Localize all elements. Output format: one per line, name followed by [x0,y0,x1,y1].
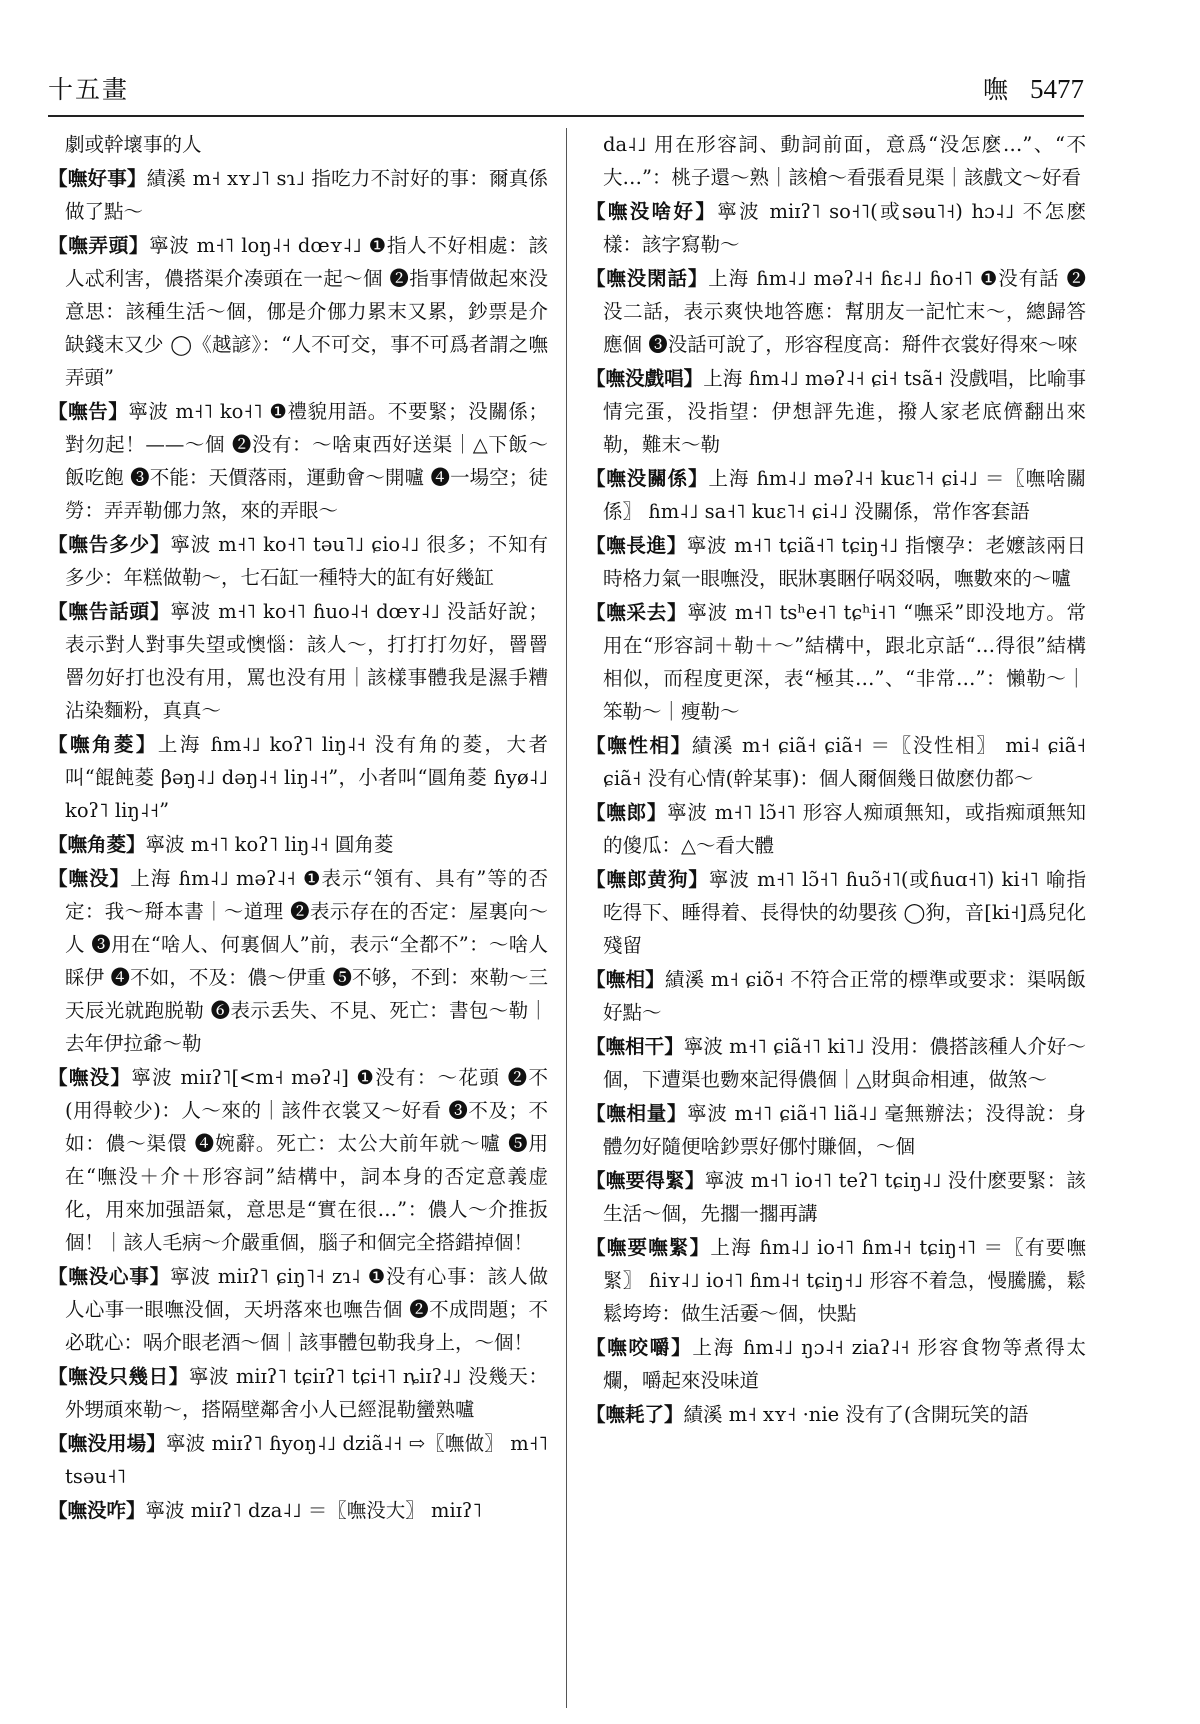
dictionary-entry [586,529,1086,595]
entry-definition: 績溪 m˧ xʏ˧ ·nie 没有了(含開玩笑的語 [683,1403,1029,1426]
entry-headword: 【嘸告話頭】 [48,600,171,623]
entry-definition: 寧波 m˧˥ tsʰe˧˥ tɕʰi˧˥ “嘸采”即没地方。常用在“形容詞＋勒＋～”結構中，跟北京話“…得很”結構相似，而程度更深，表“極其…”、“非常…”：懶勒～｜笨勒～｜瘦勒～ [603,601,1086,723]
page-header-right [983,70,1084,106]
dictionary-entry [48,1260,548,1359]
entry-headword: 【嘸告】 [48,400,129,423]
dictionary-entry [586,1164,1086,1230]
entry-headword: 【嘸没戲唱】 [586,367,704,390]
entry-headword: 【嘸没咋】 [48,1499,146,1522]
entry-definition: 上海 ɦm˨˩ məʔ˨˧ ɕi˧ tsã˧ 没戲唱，比喻事情完蛋，没指望：伊想評先進，撥人家老底儕翻出來勒，難末～勒 [603,367,1086,456]
entry-headword: 【嘸相量】 [586,1102,688,1125]
dictionary-entry [586,963,1086,1029]
dictionary-entry [586,1231,1086,1330]
dictionary-entry [586,596,1086,728]
entry-definition: 績溪 m˧ ɕiã˧ ɕiã˧ ＝〖没性相〗 mi˨ ɕiã˧ ɕiã˧ 没有心情(幹某事)：個人爾個幾日做麽仂都～ [603,734,1086,790]
entry-definition: 寧波 m˧˥ loŋ˨˧ dœʏ˨˩ ❶指人不好相處：該人忒利害，儂搭渠介凑頭在一起～個 ❷指事情做起來没意思：該種生活～個，㑚是介㑚力累末又累，鈔票是介缺錢末又少 ◯《越諺》：“人不可交，事不可爲者謂之嘸弄頭” [65,234,548,389]
entry-headword: 【嘸没啥好】 [586,200,718,223]
entry-definition: 寧波 m˧˥ lɔ̃˧˥ 形容人痴頑無知，或指痴頑無知的傻瓜：△～看大體 [603,801,1086,857]
entry-headword: 【嘸角菱】 [48,733,158,756]
entry-definition: 績溪 m˧ xʏ˩˥ sɿ˩ 指吃力不討好的事：爾真係做了點～ [65,167,548,223]
dictionary-entry [586,362,1086,461]
dictionary-entry [48,1360,548,1426]
entry-definition: 上海 ɦm˨˩ məʔ˨˧ ɦɛ˨˩ ɦo˧˥ ❶没有話 ❷没二話，表示爽快地答應：幫朋友一記忙末～，總歸答應個 ❸没話可說了，形容程度高：搿件衣裳好得來～唻 [603,267,1086,356]
dictionary-entry [586,796,1086,862]
dictionary-entry [48,528,548,594]
dictionary-entry [48,728,548,827]
entry-headword: 【嘸郎】 [586,801,668,824]
entry-headword: 【嘸没用場】 [48,1432,166,1455]
entry-definition: 寧波 miɪʔ˥ dza˨˩ ＝〖嘸没大〗 miɪʔ˥ [145,1499,482,1522]
dictionary-entry [48,595,548,727]
column-divider [566,128,567,1708]
entry-definition: 上海 ɦm˨˩ koʔ˥ liŋ˨˧ 没有角的菱，大者叫“餛飩菱 βəŋ˨˩ dəŋ˨˧ liŋ˨˧”，小者叫“圓角菱 ɦyø˨˩ koʔ˥ liŋ˨˧” [65,733,548,822]
dictionary-entry [586,1097,1086,1163]
entry-definition: 上海 ɦm˨˩ io˧˥ ɦm˨˧ tɕiŋ˧˥ ＝〖有要嘸緊〗 ɦiʏ˨˩ io˧˥ ɦm˨˧ tɕiŋ˧˩ 形容不着急，慢騰騰，鬆鬆垮垮：做生活嫑～個，快點 [603,1236,1086,1325]
header-rule [48,115,1084,117]
dictionary-entry [48,1427,548,1493]
dictionary-entry [586,863,1086,962]
entry-continuation [48,128,548,161]
dictionary-entry [48,1061,548,1259]
page-header [48,70,1084,114]
entry-continuation [586,128,1086,194]
entry-text: 劇或幹壞事的人 [65,133,202,156]
entry-definition: 寧波 miɪʔ˥[<m˧ məʔ˨] ❶没有：～花頭 ❷不(用得較少)：人～來的｜該件衣裳又～好看 ❸不及；不如：儂～渠儇 ❹婉辭。死亡：太公大前年就～嚧 ❺用在“嘸没＋介＋形容詞”結構中，詞本身的否定意義虚化，用來加强語氣，意思是“實在很…”：儂人～介推扳個！｜該人毛病～介嚴重個，腦子和個完全搭錯掉個！ [65,1066,548,1254]
entry-definition: 寧波 m˧˥ tɕiã˧˥ tɕiŋ˧˩ 指懷孕：老嬤該兩日時格力氣一眼嘸没，眠牀裏睏仔㖞㸚㖞，嘸數來的～嚧 [603,534,1086,590]
left-column [48,128,548,1708]
entry-headword: 【嘸耗了】 [586,1403,684,1426]
entry-headword: 【嘸告多少】 [48,533,171,556]
entry-definition: 上海 ɦm˨˩ məʔ˨˧ ❶表示“領有、具有”等的否定：我～搿本書｜～道理 ❷表示存在的否定：屋裏向～人 ❸用在“啥人、何裏個人”前，表示“全都不”：～啥人睬伊 ❹不如，不及：儂～伊重 ❺不够，不到：來勒～三天辰光就跑脱勒 ❻表示丢失、不見、死亡：書包～勒｜去年伊拉爺～勒 [65,867,548,1055]
dictionary-entry [48,1494,548,1527]
dictionary-entry [48,828,548,861]
entry-headword: 【嘸要得緊】 [586,1169,705,1192]
entry-headword: 【嘸相干】 [586,1035,684,1058]
entry-headword: 【嘸没】 [48,1066,132,1089]
entry-headword: 【嘸性相】 [586,734,692,757]
dictionary-entry [586,195,1086,261]
stroke-section-label: 十五畫 [48,75,130,104]
dictionary-entry [48,162,548,228]
entry-headword: 【嘸采去】 [586,601,688,624]
dictionary-entry [586,1331,1086,1397]
dictionary-entry [586,1030,1086,1096]
entry-text: da˨˩ 用在形容詞、動詞前面，意爲“没怎麽…”、“不大…”：桃子還～熟｜該槍～看張看見渠｜該戲文～好看 [603,133,1086,189]
dictionary-entry [586,462,1086,528]
dictionary-entry [586,262,1086,361]
entry-headword: 【嘸郎黄狗】 [586,868,709,891]
dictionary-entry [48,862,548,1060]
entry-definition: 績溪 m˧ ɕiõ˧ 不符合正常的標準或要求：渠㖞飯好點～ [603,968,1086,1024]
entry-headword: 【嘸角菱】 [48,833,146,856]
dictionary-entry [586,729,1086,795]
entry-headword: 【嘸弄頭】 [48,234,150,257]
entry-headword: 【嘸好事】 [48,167,147,190]
dictionary-entry [48,395,548,527]
entry-definition: 上海 ɦm˨˩ ŋɔ˨˧ ziaʔ˨˧ 形容食物等煮得太爛，嚼起來没味道 [603,1336,1086,1392]
right-column [586,128,1086,1708]
entry-definition: 寧波 miɪʔ˥ ɕiŋ˥˧ zɿ˨ ❶没有心事：該人做人心事一眼嘸没個，天坍落來也嘸告個 ❷不成問題；不必耽心：㖞介眼老酒～個｜該事體包勒我身上，～個！ [65,1265,548,1354]
entry-definition: 寧波 m˧˥ ko˧˥ ɦuo˨˧ dœʏ˨˩ 没話好說；表示對人對事失望或懊惱：該人～，打打打勿好，罾罾罾勿好打也没有用，罵也没有用｜該樣事體我是濕手糟沾染麵粉，真真～ [65,600,548,722]
entry-definition: 寧波 miɪʔ˥ so˧˥(或səu˥˧) hɔ˨˩ 不怎麽樣：該字寫勒～ [603,200,1086,256]
entry-definition: 上海 ɦm˨˩ məʔ˨˧ kuɛ˥˧ ɕi˨˩ ＝〖嘸啥關係〗 ɦm˨˩ sa˧˥ kuɛ˥˧ ɕi˨˩ 没關係，常作客套語 [603,467,1086,523]
entry-headword: 【嘸相】 [586,968,665,991]
entry-definition: 寧波 m˧˥ ɕiã˧˥ liã˨˩ 毫無辦法；没得說：身體勿好隨便啥鈔票好㑚忖賺個，～個 [603,1102,1086,1158]
entry-definition: 寧波 m˧˥ koʔ˥ liŋ˨˧ 圓角菱 [145,833,394,856]
entry-headword: 【嘸没只幾日】 [48,1365,189,1388]
entry-headword: 【嘸没】 [48,867,131,890]
entry-definition: 寧波 m˧˥ ko˧˥ təu˥˩ ɕio˨˩ 很多；不知有多少：年糕做勒～，七石缸一種特大的缸有好幾缸 [65,533,548,589]
page-number: 5477 [1030,74,1084,104]
guide-character: 嘸 [982,75,1008,104]
entry-definition: 寧波 m˧˥ ɕiã˧˥ ki˥˩ 没用：儂搭該種人介好～個，下遭渠也覅來記得儂個｜△財與命相連，做煞～ [603,1035,1086,1091]
entry-headword: 【嘸没心事】 [48,1265,171,1288]
entry-definition: 寧波 m˧˥ lɔ̃˧˥ ɦuɔ̃˧˥(或ɦuɑ˧˥) ki˧˥ 喻指吃得下、睡得着、長得快的幼嬰孩 ◯狗，音[ki˧]爲兒化殘留 [603,868,1086,957]
dictionary-entry [586,1398,1086,1431]
entry-headword: 【嘸没關係】 [586,467,709,490]
entry-headword: 【嘸長進】 [586,534,687,557]
entry-headword: 【嘸咬嚼】 [586,1336,693,1359]
entry-definition: 寧波 m˧˥ ko˧˥ ❶禮貌用語。不要緊；没關係；對勿起！——～個 ❷没有：～啥東西好送渠｜△下飯～飯吃飽 ❸不能：天價落雨，運動會～開嚧 ❹一場空；徒勞：弄弄勒㑚力煞，來的弄眼～ [65,400,548,522]
entry-headword: 【嘸要嘸緊】 [586,1236,711,1259]
entry-definition: 寧波 miɪʔ˥ ɦyoŋ˨˩ dziã˨˧ ⇨〖嘸做〗 m˧˥ tsəu˧˥ [65,1432,548,1488]
entry-definition: 寧波 miɪʔ˥ tɕiɪʔ˥ tɕi˧˥ ȵiɪʔ˨˩ 没幾天：外甥頑來勒～，搭隔壁鄰舍小人已經混勒蠻熟嚧 [65,1365,548,1421]
entry-definition: 寧波 m˧˥ io˧˥ teʔ˥ tɕiŋ˨˩ 没什麽要緊：該生活～個，先擱一擱再講 [603,1169,1086,1225]
dictionary-entry [48,229,548,394]
entry-headword: 【嘸没閑話】 [586,267,709,290]
